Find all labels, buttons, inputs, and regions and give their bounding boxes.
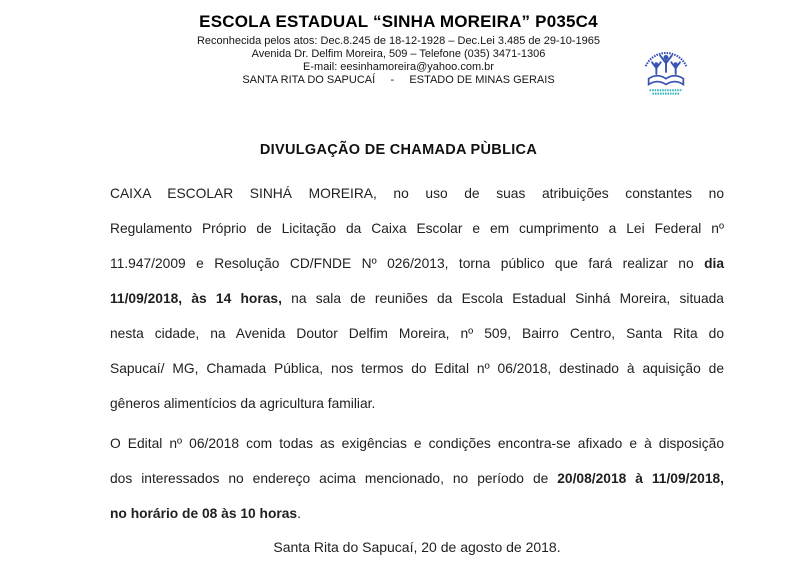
text: O Edital nº 06/2018 com todas as exigências e condições encontra-se afixado e à disposição [110,436,724,451]
body-line [110,246,724,281]
bold-text: 11/09/2018, às 14 horas, [110,291,282,306]
body-line [110,281,724,316]
body-line [110,426,724,461]
letterhead-city-state-line: SANTA RITA DO SAPUCAÍ - ESTADO DE MINAS GERAIS [242,74,555,86]
text: Regulamento Próprio de Licitação da Caixa Escolar e em cumprimento a Lei Federal nº [110,221,724,236]
body-line [110,386,724,421]
text: nesta cidade, na Avenida Doutor Delfim Moreira, nº 509, Bairro Centro, Santa Rita do [110,326,724,341]
bold-text: dia [704,256,724,271]
paragraph [110,426,724,531]
logo-figures [652,55,680,74]
body-line [110,496,724,531]
school-name: ESCOLA ESTADUAL “SINHA MOREIRA” P035C4 [199,12,598,31]
bold-text: 20/08/2018 à 11/09/2018, [557,471,725,486]
text: . [297,506,301,521]
school-logo-icon [637,43,695,97]
body-line [110,351,724,386]
bold-text: no horário de 08 às 10 horas [110,506,298,521]
body-line [110,176,724,211]
letterhead-email-line: E-mail: eesinhamoreira@yahoo.com.br [303,61,494,73]
letterhead-recognition-line: Reconhecida pelos atos: Dec.8.245 de 18-12-1928 – Dec.Lei 3.485 de 29-10-1965 [196,35,600,47]
body-line [110,211,724,246]
text: 11.947/2009 e Resolução CD/FNDE Nº 026/2013, torna público que fará realizar no [110,256,705,271]
closing-date-line: Santa Rita do Sapucaí, 20 de agosto de 2018. [273,539,561,555]
text: na sala de reuniões da Escola Estadual Sinhá Moreira, situada [281,291,724,306]
document-title: DIVULGAÇÃO DE CHAMADA PÙBLICA [259,141,538,158]
letterhead-address-line: Avenida Dr. Delfim Moreira, 509 – Telefone (035) 3471-1306 [251,48,546,60]
paragraph [110,176,724,421]
document-body [110,176,724,531]
logo-open-book [649,76,684,85]
text: dos interessados no endereço acima mencionado, no período de [110,471,558,486]
body-line [110,316,724,351]
text: gêneros alimentícios da agricultura familiar. [110,396,376,411]
text: CAIXA ESCOLAR SINHÁ MOREIRA, no uso de suas atribuições constantes no [110,186,724,201]
text: Sapucaí/ MG, Chamada Pública, nos termos do Edital nº 06/2018, destinado à aquisição de [110,361,724,376]
body-line [110,461,724,496]
